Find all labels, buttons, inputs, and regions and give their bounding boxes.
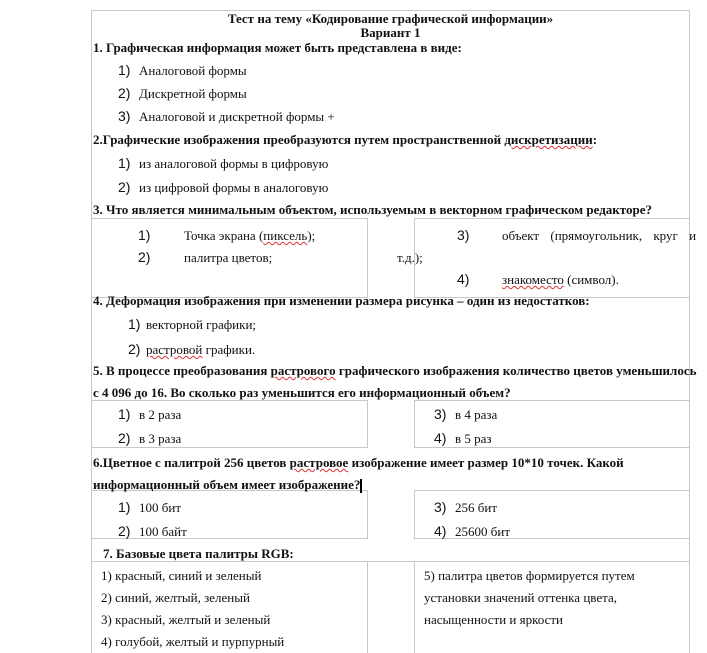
- option-text: 25600 бит: [455, 524, 511, 539]
- question-5-line-2: с 4 096 до 16. Во сколько раз уменьшится его информационный объем?: [93, 385, 511, 400]
- q5-left-cell: [91, 400, 368, 448]
- option-number: 3): [457, 227, 470, 243]
- option-text: 5) палитра цветов формируется путем: [424, 568, 635, 583]
- option-number: 1): [118, 406, 131, 422]
- option-number: 3): [434, 406, 447, 422]
- question-3: 3. Что является минимальным объектом, используемым в векторном графическом редакторе?: [93, 202, 652, 217]
- option-text: Точка экрана (пиксель);: [184, 228, 316, 243]
- text-cursor: [360, 479, 362, 493]
- option-number: 1): [128, 316, 141, 332]
- question-5: 5. В процессе преобразования растрового графического изображения количество цветов уменьшилось: [93, 363, 697, 378]
- option-number: 4): [434, 523, 447, 539]
- option-number: 2): [118, 179, 131, 195]
- question-6: 6.Цветное с палитрой 256 цветов растровое изображение имеет размер 10*10 точек. Какой: [93, 455, 624, 470]
- option-text: из цифровой формы в аналоговую: [139, 180, 329, 195]
- doc-title: Тест на тему «Кодирование графической информации»: [227, 11, 554, 26]
- option-text: 4) голубой, желтый и пурпурный: [101, 634, 285, 649]
- option-number: 3): [118, 108, 131, 124]
- q6-left-cell: [91, 490, 368, 539]
- question-2: 2.Графические изображения преобразуются путем пространственной дискретизации:: [93, 132, 598, 147]
- option-text: 256 бит: [455, 500, 498, 515]
- option-number: 2): [118, 430, 131, 446]
- option-text: 1) красный, синий и зеленый: [101, 568, 262, 583]
- option-text: 100 бит: [139, 500, 182, 515]
- option-number: 2): [138, 249, 151, 265]
- option-text: знакоместо (символ).: [502, 272, 619, 287]
- option-number: 1): [118, 499, 131, 515]
- question-6-line-2: информационный объем имеет изображение?: [93, 477, 361, 492]
- option-text: Дискретной формы: [139, 86, 247, 101]
- option-number: 3): [434, 499, 447, 515]
- option-number: 2): [118, 523, 131, 539]
- variant-label: Вариант 1: [360, 25, 421, 40]
- option-text: насыщенности и яркости: [424, 612, 563, 627]
- question-1: 1. Графическая информация может быть представлена в виде:: [93, 40, 462, 55]
- option-text: из аналоговой формы в цифровую: [139, 156, 329, 171]
- option-text: 100 байт: [139, 524, 187, 539]
- option-text: 3) красный, желтый и зеленый: [101, 612, 271, 627]
- option-text: растровой графики.: [146, 342, 256, 357]
- question-4: 4. Деформация изображения при изменении размера рисунка – один из недостатков:: [93, 293, 590, 308]
- option-text: в 5 раз: [455, 431, 492, 446]
- question-7: 7. Базовые цвета палитры RGB:: [103, 546, 294, 561]
- option-text: Аналоговой и дискретной формы +: [139, 109, 335, 124]
- option-text: объект (прямоугольник, круг и: [502, 228, 697, 243]
- option-number: 4): [457, 271, 470, 287]
- option-number: 2): [118, 85, 131, 101]
- option-number: 2): [128, 341, 141, 357]
- option-text: установки значений оттенка цвета,: [424, 590, 617, 605]
- option-text-continued: т.д.);: [397, 250, 423, 265]
- option-number: 1): [118, 155, 131, 171]
- option-text: 2) синий, желтый, зеленый: [101, 590, 250, 605]
- option-text: в 2 раза: [139, 407, 182, 422]
- option-text: векторной графики;: [146, 317, 257, 332]
- option-text: Аналоговой формы: [139, 63, 247, 78]
- option-text: палитра цветов;: [184, 250, 273, 265]
- option-text: в 3 раза: [139, 431, 182, 446]
- option-number: 1): [118, 62, 131, 78]
- option-number: 1): [138, 227, 151, 243]
- option-number: 4): [434, 430, 447, 446]
- option-text: в 4 раза: [455, 407, 498, 422]
